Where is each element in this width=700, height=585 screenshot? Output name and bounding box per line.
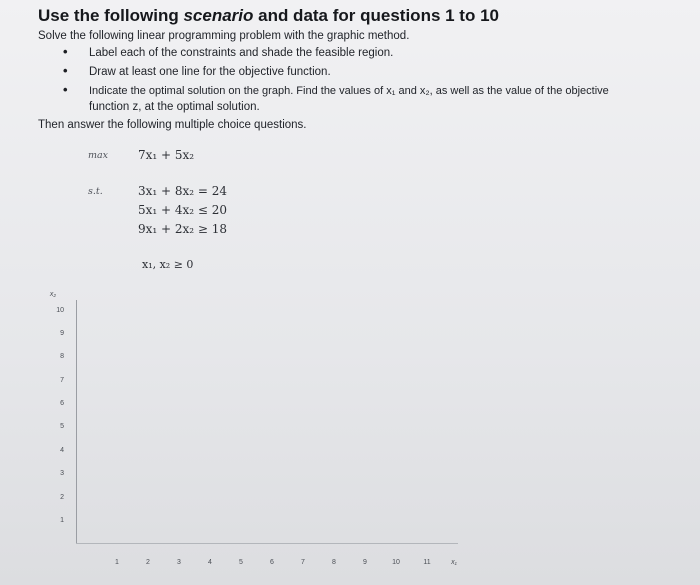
y-tick-label: 1	[60, 517, 64, 524]
y-tick-label: 7	[60, 377, 64, 384]
y-tick-label: 10	[56, 307, 64, 314]
y-tick-label: 6	[60, 400, 64, 407]
x-tick-label: 3	[177, 559, 181, 566]
bullet-mark: •	[63, 63, 68, 78]
x-tick-label: 8	[332, 559, 336, 566]
x-tick-label: 10	[392, 559, 400, 566]
intro-text: Solve the following linear programming problem with the graphic method.	[38, 30, 410, 42]
outro-text: Then answer the following multiple choice questions.	[38, 119, 307, 131]
bullet-mark: •	[63, 44, 68, 59]
bullet-item-continued: function z, at the optimal solution.	[89, 101, 260, 113]
constraint-3: 9x₁ + 2x₂ ≥ 18	[138, 222, 228, 236]
x-tick-label: 9	[363, 559, 367, 566]
x-tick-label: 11	[423, 559, 431, 566]
constraint-1: 3x₁ + 8x₂ = 24	[138, 184, 228, 198]
constraint-2: 5x₁ + 4x₂ ≤ 20	[138, 203, 228, 217]
y-tick-label: 4	[60, 447, 64, 454]
y-tick-label: 2	[60, 494, 64, 501]
x-tick-label: 4	[208, 559, 212, 566]
objective-label: max	[88, 150, 109, 161]
y-tick-label: 3	[60, 470, 64, 477]
page-title: Use the following scenario and data for questions 1 to 10	[38, 6, 499, 25]
y-tick-label: 9	[60, 330, 64, 337]
bullet-item: Label each of the constraints and shade the feasible region.	[89, 47, 394, 59]
y-tick-label: 5	[60, 423, 64, 430]
bullet-item: Draw at least one line for the objective function.	[89, 66, 331, 78]
bullet-item: Indicate the optimal solution on the graph. Find the values of x₁ and x₂, as well as the value of the objective	[89, 85, 609, 97]
x-axis-name: x₁	[451, 559, 457, 566]
st-label: s.t.	[88, 186, 103, 197]
nonnegativity-constraint: x₁, x₂ ≥ 0	[142, 258, 194, 271]
x-tick-label: 7	[301, 559, 305, 566]
y-tick-label: 8	[60, 353, 64, 360]
x-tick-label: 6	[270, 559, 274, 566]
x-tick-label: 5	[239, 559, 243, 566]
x-tick-label: 1	[115, 559, 119, 566]
objective-function: 7x₁ + 5x₂	[138, 148, 195, 162]
x-axis	[76, 543, 458, 544]
y-axis-name: x₂	[49, 291, 56, 298]
y-axis	[76, 300, 77, 543]
x-tick-label: 2	[146, 559, 150, 566]
bullet-mark: •	[63, 82, 68, 97]
